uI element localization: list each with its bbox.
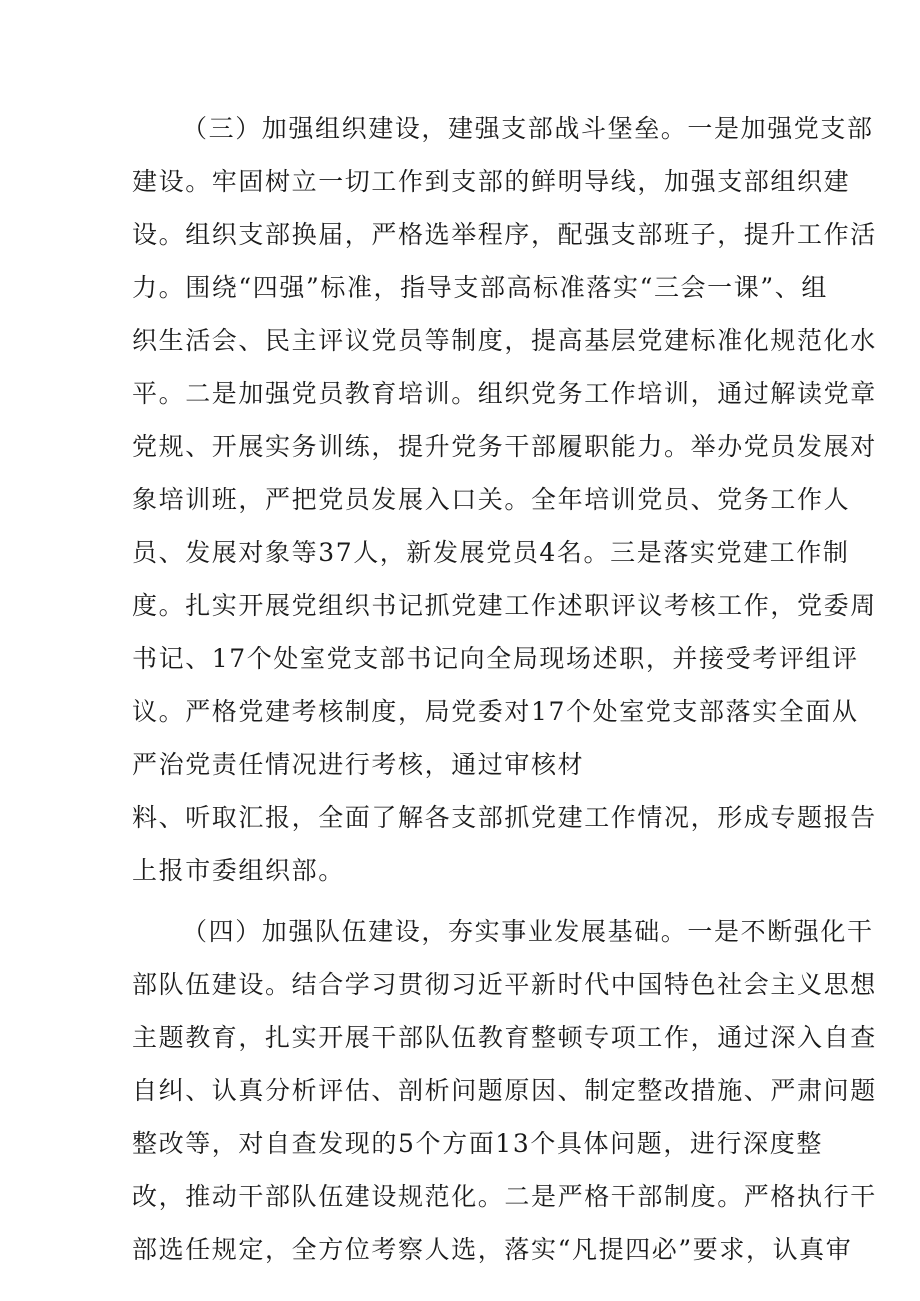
paragraph-1-line-3: 设。组织支部换届，严格选举程序，配强支部班子，提升工作活 [132, 220, 877, 249]
paragraph-1-line-14: 料、听取汇报，全面了解各支部抓党建工作情况，形成专题报告 [132, 803, 877, 832]
paragraph-2-line-7: 部选任规定，全方位考察人选，落实“凡提四必”要求，认真审 [132, 1235, 853, 1264]
paragraph-1-line-12: 议。严格党建考核制度，局党委对17个处室党支部落实全面从 [132, 697, 859, 726]
paragraph-1-line-13: 严治党责任情况进行考核，通过审核材 [132, 750, 585, 779]
paragraph-1-line-6: 平。二是加强党员教育培训。组织党务工作培训，通过解读党章 [132, 379, 877, 408]
paragraph-1-line-1: （三）加强组织建设，建强支部战斗堡垒。一是加强党支部 [182, 114, 874, 143]
paragraph-2-line-1: （四）加强队伍建设，夯实事业发展基础。一是不断强化干 [182, 917, 874, 946]
paragraph-1-line-5: 织生活会、民主评议党员等制度，提高基层党建标准化规范化水 [132, 326, 877, 355]
paragraph-1-line-15: 上报市委组织部。 [132, 856, 345, 885]
paragraph-2-line-4: 自纠、认真分析评估、剖析问题原因、制定整改措施、严肃问题 [132, 1076, 877, 1105]
paragraph-1-line-10: 度。扎实开展党组织书记抓党建工作述职评议考核工作，党委周 [132, 591, 877, 620]
paragraph-1-line-4: 力。围绕“四强”标准，指导支部高标准落实“三会一课”、组 [132, 273, 828, 302]
paragraph-1-line-2: 建设。牢固树立一切工作到支部的鲜明导线，加强支部组织建 [132, 167, 851, 196]
paragraph-1-line-9: 员、发展对象等37人，新发展党员4名。三是落实党建工作制 [132, 538, 850, 567]
paragraph-2-line-6: 改，推动干部队伍建设规范化。二是严格干部制度。严格执行干 [132, 1182, 877, 1211]
paragraph-1-line-11: 书记、17个处室党支部书记向全局现场述职，并接受考评组评 [132, 644, 859, 673]
paragraph-2-line-3: 主题教育，扎实开展干部队伍教育整顿专项工作，通过深入自查 [132, 1023, 877, 1052]
paragraph-1-line-8: 象培训班，严把党员发展入口关。全年培训党员、党务工作人 [132, 485, 851, 514]
paragraph-2-line-5: 整改等，对自查发现的5个方面13个具体问题，进行深度整 [132, 1129, 823, 1158]
paragraph-1-line-7: 党规、开展实务训练，提升党务干部履职能力。举办党员发展对 [132, 432, 877, 461]
paragraph-2-line-2: 部队伍建设。结合学习贯彻习近平新时代中国特色社会主义思想 [132, 970, 877, 999]
